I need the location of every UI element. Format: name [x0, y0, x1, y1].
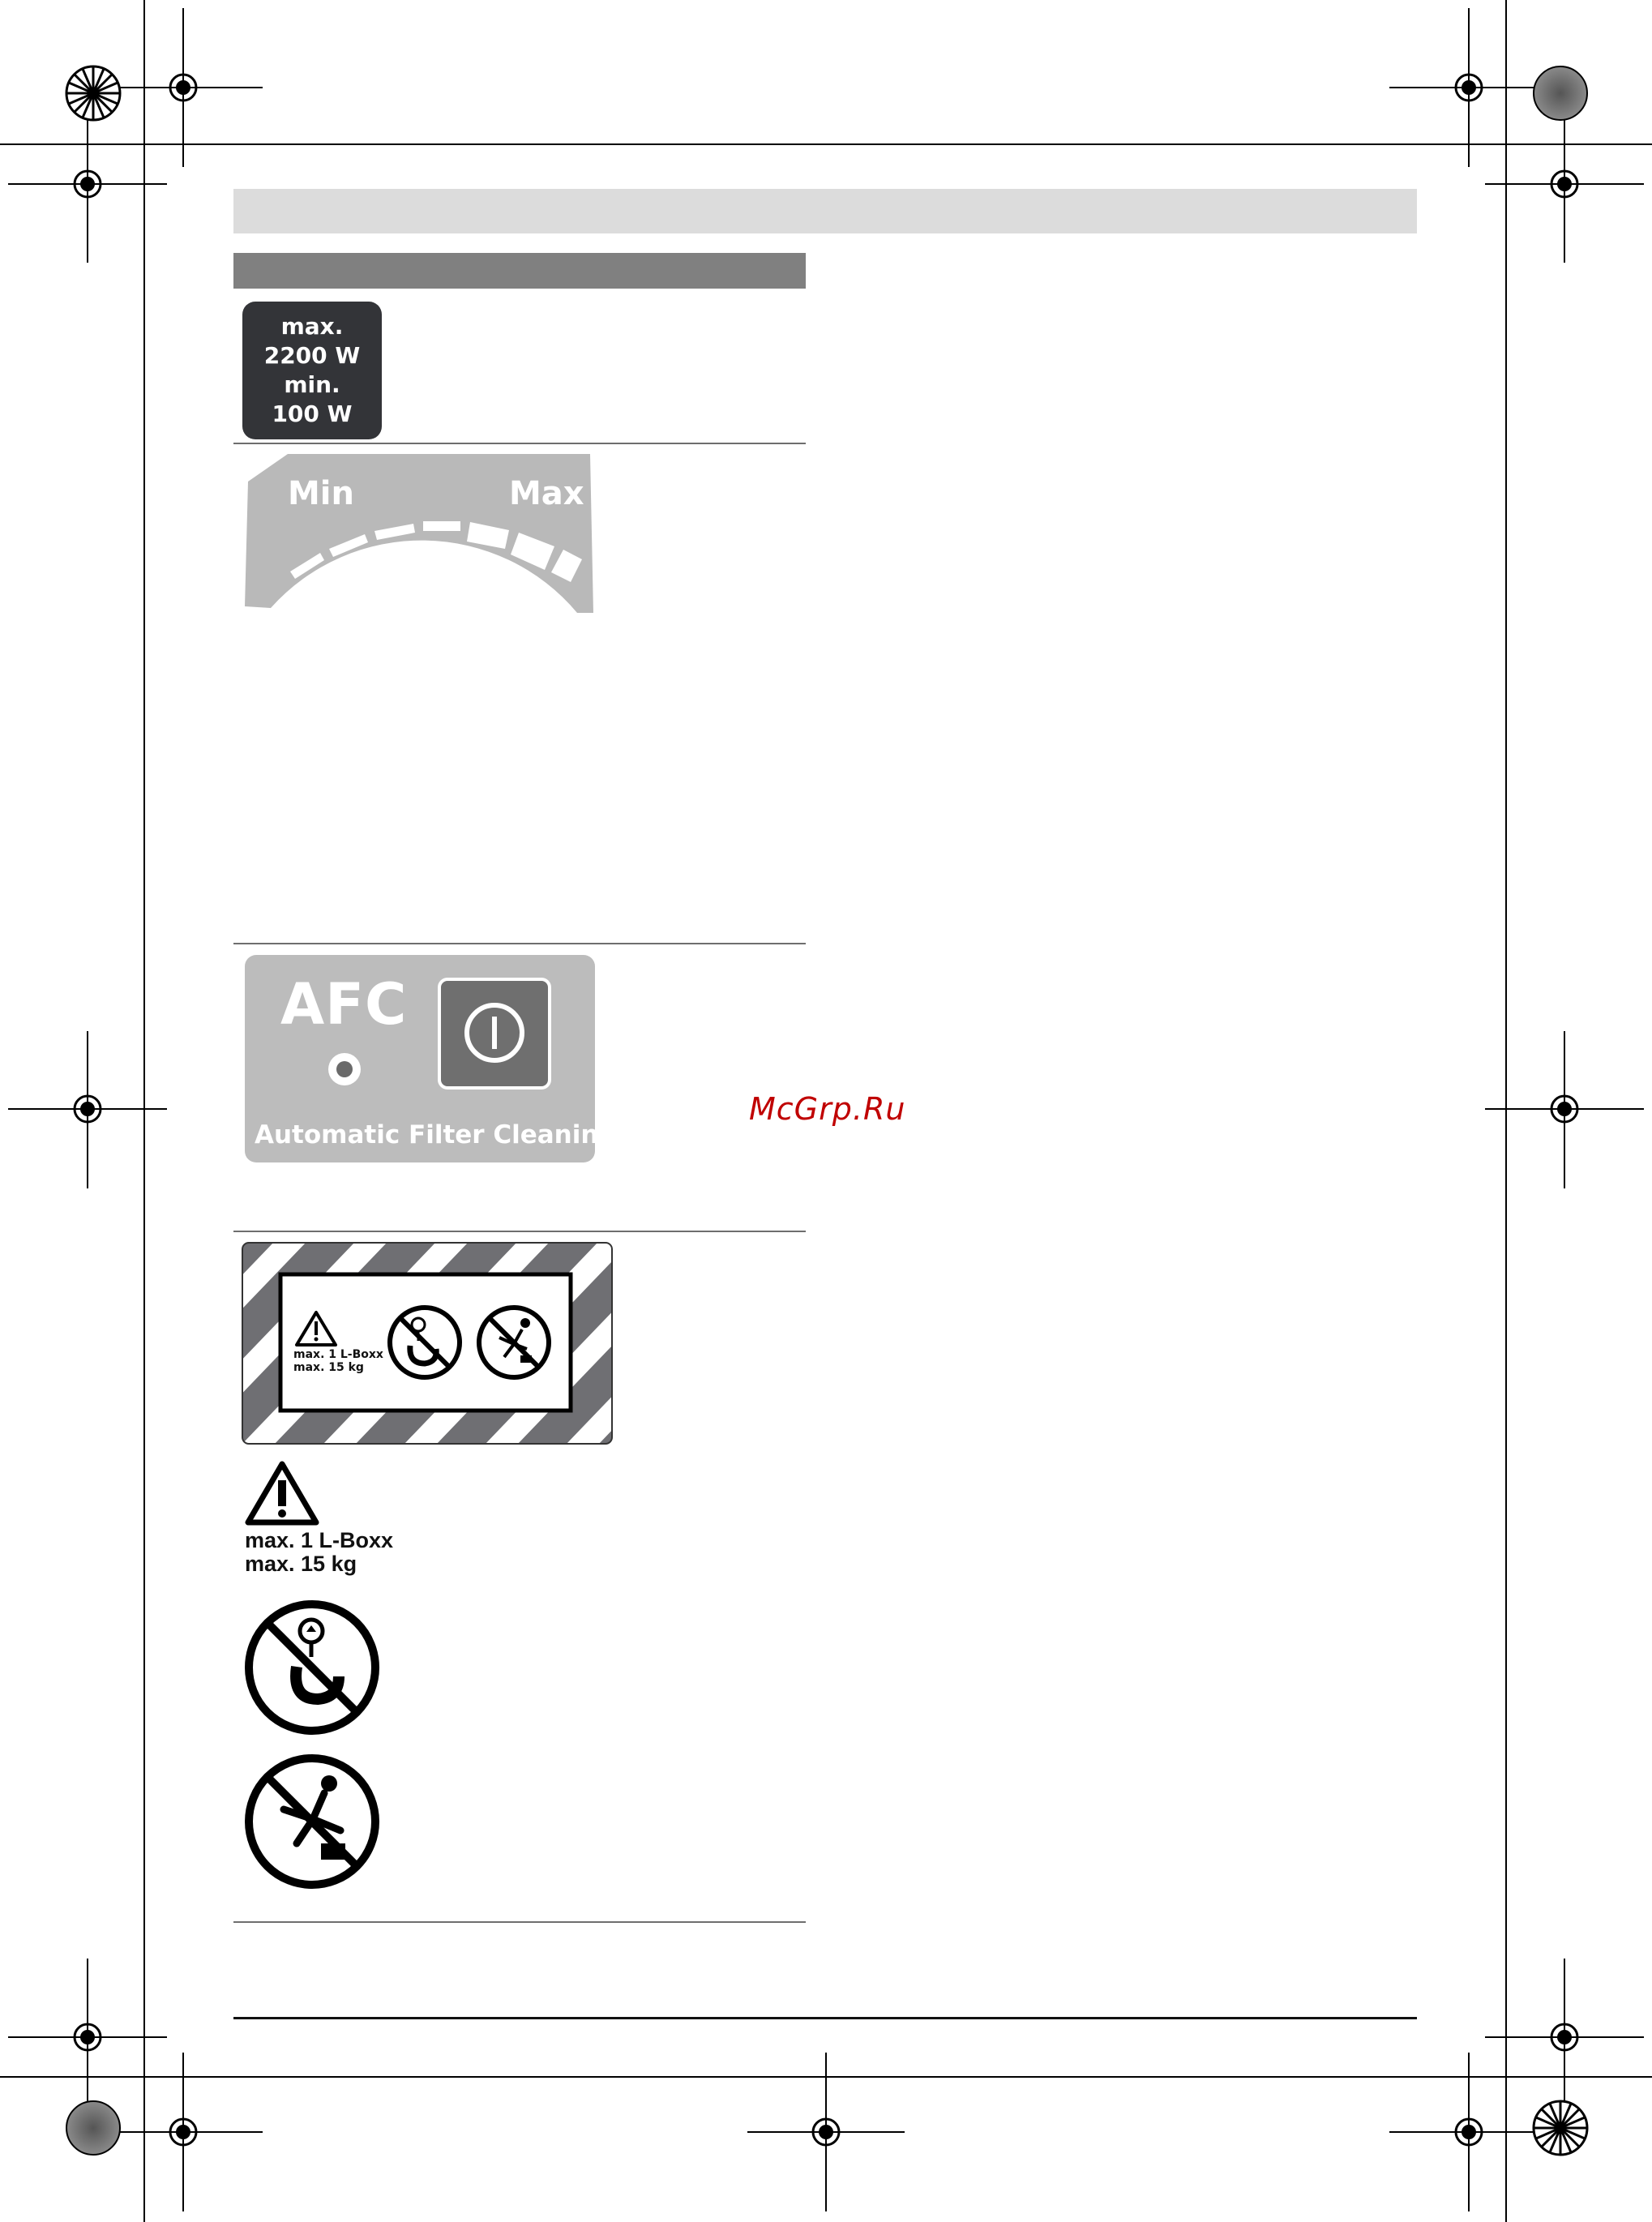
afc-title: AFC — [280, 971, 408, 1038]
section-header-bar — [233, 253, 806, 289]
dial-min-label: Min — [288, 475, 354, 512]
power-min-value: 100 W — [272, 400, 353, 427]
power-max-value: 2200 W — [263, 342, 361, 369]
dial-max-label: Max — [509, 475, 584, 512]
header-bar — [233, 189, 1417, 233]
color-wheel-icon — [66, 66, 120, 120]
boxx-limit-text — [245, 1529, 393, 1576]
afc-control-panel — [245, 955, 617, 1162]
warning-label-graphic — [242, 1242, 613, 1445]
no-standing-icon — [479, 1308, 549, 1377]
afc-caption: Automatic Filter Cleaning — [255, 1120, 617, 1150]
no-crane-hook-icon — [390, 1308, 460, 1377]
watermark: McGrp.Ru — [749, 1091, 906, 1127]
power-max-label: max. — [280, 313, 344, 340]
footer-rule — [233, 2017, 1417, 2019]
color-wheel-icon — [1534, 2101, 1587, 2155]
power-button-icon — [441, 981, 548, 1086]
label-small-line2: max. 15 kg — [293, 1361, 364, 1374]
divider — [233, 1231, 806, 1232]
color-wheel-icon — [66, 2101, 120, 2155]
color-wheel-icon — [1534, 66, 1587, 120]
warning-triangle-icon — [243, 1459, 321, 1526]
divider — [233, 443, 806, 444]
power-rating-badge — [242, 302, 382, 439]
label-small-line1: max. 1 L-Boxx — [293, 1348, 383, 1361]
power-min-label: min. — [284, 371, 340, 398]
suction-power-dial — [243, 451, 600, 613]
divider — [233, 1921, 806, 1923]
no-standing-icon — [243, 1753, 381, 1890]
boxx-limit-line1: max. 1 L-Boxx — [245, 1528, 394, 1552]
afc-power-button[interactable] — [438, 978, 551, 1090]
no-crane-hook-icon — [243, 1599, 381, 1736]
boxx-limit-line2: max. 15 kg — [245, 1552, 357, 1576]
warning-label — [242, 1242, 613, 1445]
divider — [233, 943, 806, 944]
afc-indicator-led — [328, 1053, 361, 1085]
